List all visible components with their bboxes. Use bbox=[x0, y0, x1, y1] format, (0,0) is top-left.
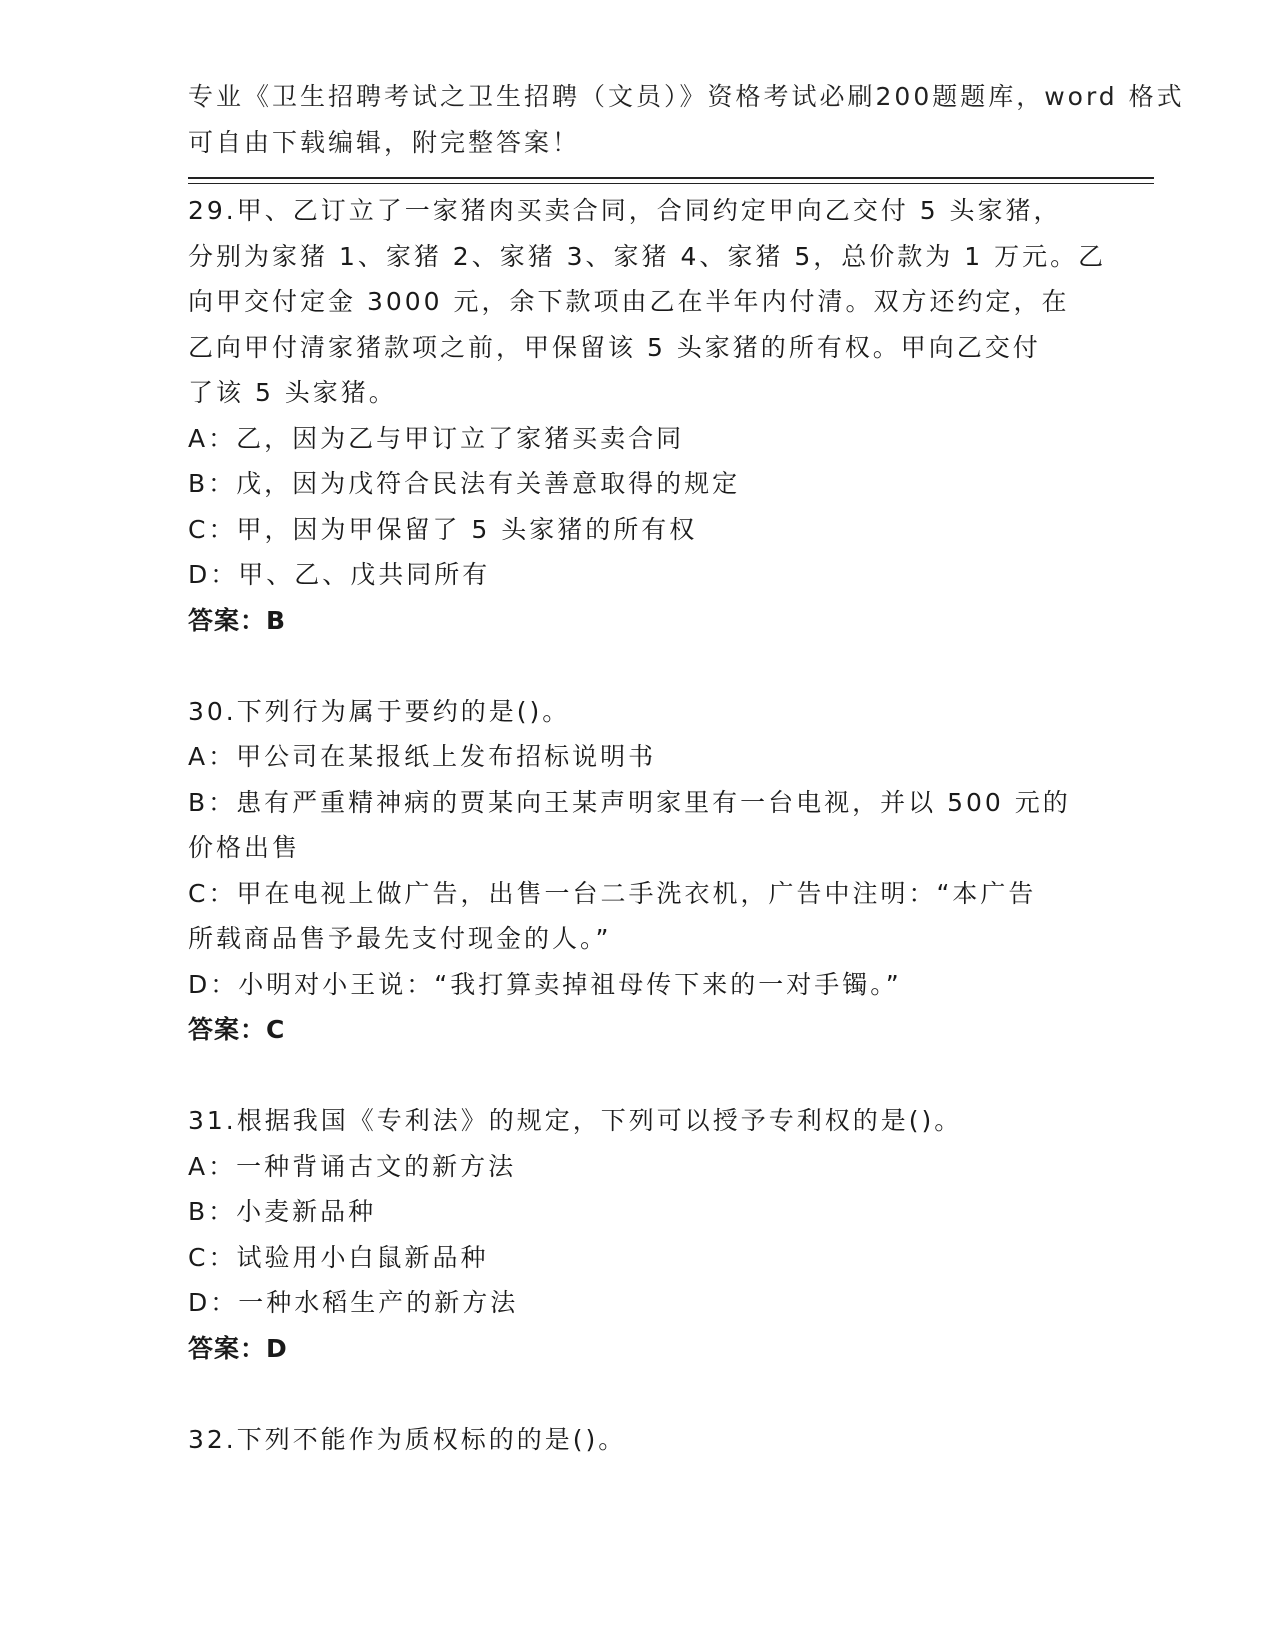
header-line-2: 可自由下载编辑，附完整答案！ bbox=[188, 127, 581, 157]
spacer bbox=[188, 1371, 1088, 1417]
spacer bbox=[188, 643, 1088, 689]
option-d: D：甲、乙、戊共同所有 bbox=[188, 560, 491, 589]
option-b-continued: 价格出售 bbox=[188, 833, 301, 862]
option-b: B：患有严重精神病的贾某向王某声明家里有一台电视，并以 500 元的 bbox=[188, 787, 1071, 817]
document-header bbox=[188, 74, 1185, 165]
answer-label: 答案：C bbox=[188, 1015, 286, 1044]
option-c: C：甲在电视上做广告，出售一台二手洗衣机，广告中注明：“本广告 bbox=[188, 878, 1037, 908]
question-stem-line: 32.下列不能作为质权标的的是()。 bbox=[188, 1424, 627, 1454]
option-a: A：甲公司在某报纸上发布招标说明书 bbox=[188, 742, 657, 771]
question-stem-line: 31.根据我国《专利法》的规定，下列可以授予专利权的是()。 bbox=[188, 1106, 963, 1135]
question-29 bbox=[188, 188, 1107, 643]
question-stem-line: 30.下列行为属于要约的是()。 bbox=[188, 696, 571, 726]
question-30 bbox=[188, 689, 1088, 1053]
option-c: C：甲，因为甲保留了 5 头家猪的所有权 bbox=[188, 514, 698, 544]
question-list bbox=[188, 188, 1107, 1462]
option-b: B：戊，因为戊符合民法有关善意取得的规定 bbox=[188, 469, 741, 498]
option-d: D：一种水稻生产的新方法 bbox=[188, 1288, 519, 1317]
question-stem-line: 了该 5 头家猪。 bbox=[188, 378, 397, 407]
question-32 bbox=[188, 1417, 1088, 1463]
question-stem-line: 分别为家猪 1、家猪 2、家猪 3、家猪 4、家猪 5，总价款为 1 万元。乙 bbox=[188, 241, 1107, 271]
header-divider-thick bbox=[188, 177, 1154, 179]
option-c: C：试验用小白鼠新品种 bbox=[188, 1242, 489, 1272]
answer-label: 答案：B bbox=[188, 605, 287, 635]
question-stem-line: 向甲交付定金 3000 元，余下款项由乙在半年内付清。双方还约定，在 bbox=[188, 287, 1070, 316]
option-c-continued: 所载商品售予最先支付现金的人。” bbox=[188, 924, 612, 953]
question-stem-line: 乙向甲付清家猪款项之前，甲保留该 5 头家猪的所有权。甲向乙交付 bbox=[188, 332, 1041, 362]
question-stem-line: 29.甲、乙订立了一家猪肉买卖合同，合同约定甲向乙交付 5 头家猪， bbox=[188, 196, 1062, 225]
question-31 bbox=[188, 1098, 1088, 1371]
answer-label: 答案：D bbox=[188, 1333, 288, 1363]
header-divider-thin bbox=[188, 183, 1154, 184]
spacer bbox=[188, 1053, 1088, 1099]
option-a: A：一种背诵古文的新方法 bbox=[188, 1151, 517, 1181]
option-b: B：小麦新品种 bbox=[188, 1197, 377, 1226]
option-a: A：乙，因为乙与甲订立了家猪买卖合同 bbox=[188, 423, 685, 453]
header-line-1: 专业《卫生招聘考试之卫生招聘（文员）》资格考试必刷200题题库，word 格式 bbox=[188, 82, 1185, 111]
option-d: D：小明对小王说：“我打算卖掉祖母传下来的一对手镯。” bbox=[188, 969, 902, 999]
